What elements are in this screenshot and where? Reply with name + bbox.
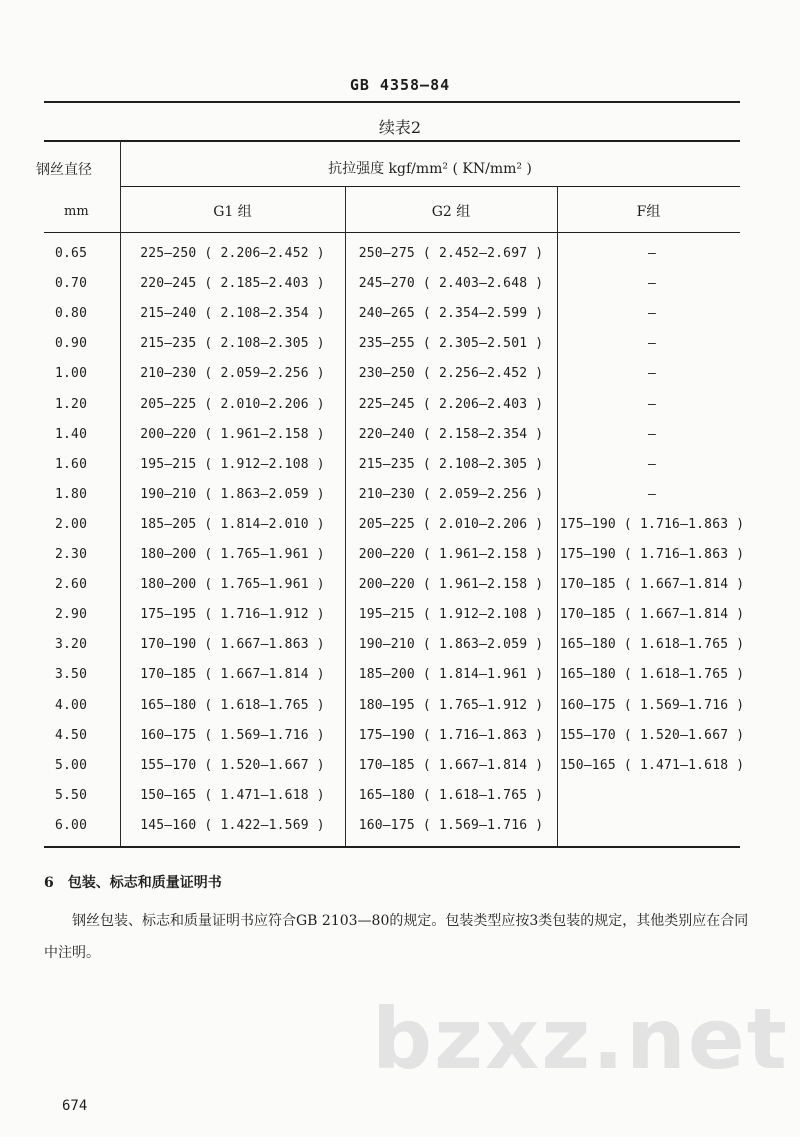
table-cell-f: 170—185 ( 1.667—1.814 ) <box>559 607 745 622</box>
table-cell-g2: 215—235 ( 2.108—2.305 ) <box>358 457 544 472</box>
table-cell-g1: 195—215 ( 1.912—2.108 ) <box>140 457 325 472</box>
table-cell-dia: 1.80 <box>55 487 88 502</box>
header-rule <box>44 101 740 103</box>
table-cell-f: 160—175 ( 1.569—1.716 ) <box>559 698 745 713</box>
table-cell-dia: 1.20 <box>55 397 88 412</box>
table-cell-g2: 165—180 ( 1.618—1.765 ) <box>358 788 544 803</box>
table-cell-g1: 210—230 ( 2.059—2.256 ) <box>140 366 325 381</box>
page-number: 674 <box>62 1098 88 1114</box>
table-cell-dia: 2.60 <box>55 577 88 592</box>
table-cell-g2: 240—265 ( 2.354—2.599 ) <box>358 306 544 321</box>
watermark: bzxz.net <box>372 990 789 1088</box>
table-cell-dia: 4.50 <box>55 728 88 743</box>
table-cell-g2: 190—210 ( 1.863—2.059 ) <box>358 637 544 652</box>
table-cell-g1: 165—180 ( 1.618—1.765 ) <box>140 698 325 713</box>
table-cell-f: 175—190 ( 1.716—1.863 ) <box>559 517 745 532</box>
table-cell-f: — <box>647 427 657 442</box>
table-cell-g1: 220—245 ( 2.185—2.403 ) <box>140 276 325 291</box>
table-cell-g1: 190—210 ( 1.863—2.059 ) <box>140 487 325 502</box>
group-g1-header: G1 组 <box>213 204 252 220</box>
table-cell-g1: 225—250 ( 2.206—2.452 ) <box>140 246 325 261</box>
table-cell-g2: 200—220 ( 1.961—2.158 ) <box>358 577 544 592</box>
table-cell-f: 150—165 ( 1.471—1.618 ) <box>559 758 745 773</box>
table-cell-dia: 0.90 <box>55 336 88 351</box>
table-cell-f: — <box>647 457 657 472</box>
table-cell-g1: 215—235 ( 2.108—2.305 ) <box>140 336 325 351</box>
table-cell-g2: 250—275 ( 2.452—2.697 ) <box>358 246 544 261</box>
table-cell-g1: 160—175 ( 1.569—1.716 ) <box>140 728 325 743</box>
table-cell-f: — <box>647 306 657 321</box>
table-cell-g2: 210—230 ( 2.059—2.256 ) <box>358 487 544 502</box>
table-cell-g2: 170—185 ( 1.667—1.814 ) <box>358 758 544 773</box>
group-f-header: F组 <box>636 204 661 220</box>
tensile-strength-header: 抗拉强度 kgf/mm² ( KN/mm² ) <box>328 161 532 177</box>
table-cell-f: — <box>647 397 657 412</box>
table-cell-g1: 200—220 ( 1.961—2.158 ) <box>140 427 325 442</box>
table-cell-g1: 170—185 ( 1.667—1.814 ) <box>140 667 325 682</box>
table-cell-g2: 205—225 ( 2.010—2.206 ) <box>358 517 544 532</box>
table-cell-dia: 2.00 <box>55 517 88 532</box>
table-cell-dia: 0.65 <box>55 246 88 261</box>
table-cell-f: — <box>647 276 657 291</box>
table-cell-g2: 185—200 ( 1.814—1.961 ) <box>358 667 544 682</box>
table-cell-dia: 3.50 <box>55 667 88 682</box>
table-caption: 续表2 <box>378 118 422 137</box>
table-cell-g1: 180—200 ( 1.765—1.961 ) <box>140 577 325 592</box>
header-bottom-rule <box>44 232 740 233</box>
table-top-rule <box>44 140 740 142</box>
diameter-header: 钢丝直径 <box>36 162 92 178</box>
table-cell-g1: 150—165 ( 1.471—1.618 ) <box>140 788 325 803</box>
table-cell-dia: 1.00 <box>55 366 88 381</box>
table-cell-g1: 205—225 ( 2.010—2.206 ) <box>140 397 325 412</box>
table-cell-f: 165—180 ( 1.618—1.765 ) <box>559 637 745 652</box>
group-header-rule <box>120 186 740 187</box>
table-cell-dia: 5.50 <box>55 788 88 803</box>
table-cell-g2: 225—245 ( 2.206—2.403 ) <box>358 397 544 412</box>
group-g2-header: G2 组 <box>431 204 471 220</box>
table-cell-dia: 5.00 <box>55 758 88 773</box>
table-cell-f: 155—170 ( 1.520—1.667 ) <box>559 728 745 743</box>
table-cell-g2: 160—175 ( 1.569—1.716 ) <box>358 818 544 833</box>
table-cell-dia: 0.70 <box>55 276 88 291</box>
table-cell-f: 165—180 ( 1.618—1.765 ) <box>559 667 745 682</box>
table-cell-g2: 200—220 ( 1.961—2.158 ) <box>358 547 544 562</box>
table-cell-dia: 4.00 <box>55 698 88 713</box>
table-cell-f: — <box>647 246 657 261</box>
table-cell-dia: 3.20 <box>55 637 88 652</box>
table-cell-g1: 145—160 ( 1.422—1.569 ) <box>140 818 325 833</box>
table-cell-dia: 2.30 <box>55 547 88 562</box>
table-cell-g2: 195—215 ( 1.912—2.108 ) <box>358 607 544 622</box>
diameter-unit-header: mm <box>64 204 89 219</box>
table-cell-g2: 175—190 ( 1.716—1.863 ) <box>358 728 544 743</box>
table-cell-dia: 0.80 <box>55 306 88 321</box>
table-cell-dia: 2.90 <box>55 607 88 622</box>
table-cell-g1: 215—240 ( 2.108—2.354 ) <box>140 306 325 321</box>
table-cell-g1: 180—200 ( 1.765—1.961 ) <box>140 547 325 562</box>
table-cell-g1: 175—195 ( 1.716—1.912 ) <box>140 607 325 622</box>
table-cell-g2: 180—195 ( 1.765—1.912 ) <box>358 698 544 713</box>
section-title: 6 包装、标志和质量证明书 <box>44 875 222 891</box>
table-cell-dia: 1.60 <box>55 457 88 472</box>
table-cell-g1: 155—170 ( 1.520—1.667 ) <box>140 758 325 773</box>
table-cell-f: — <box>647 487 657 502</box>
standard-number-header: GB 4358—84 <box>349 76 451 94</box>
table-cell-f: — <box>647 366 657 381</box>
table-cell-g1: 185—205 ( 1.814—2.010 ) <box>140 517 325 532</box>
table-cell-f: — <box>647 336 657 351</box>
table-cell-f: 170—185 ( 1.667—1.814 ) <box>559 577 745 592</box>
table-cell-dia: 1.40 <box>55 427 88 442</box>
table-bottom-rule <box>44 846 740 848</box>
table-cell-dia: 6.00 <box>55 818 88 833</box>
section-paragraph: 钢丝包装、标志和质量证明书应符合GB 2103—80的规定。包装类型应按3类包装的规定，其他类别应在合同中注明。 <box>44 913 749 961</box>
table-cell-g2: 220—240 ( 2.158—2.354 ) <box>358 427 544 442</box>
table-cell-g1: 170—190 ( 1.667—1.863 ) <box>140 637 325 652</box>
table-cell-g2: 235—255 ( 2.305—2.501 ) <box>358 336 544 351</box>
table-cell-f: 175—190 ( 1.716—1.863 ) <box>559 547 745 562</box>
table-cell-g2: 245—270 ( 2.403—2.648 ) <box>358 276 544 291</box>
table-cell-g2: 230—250 ( 2.256—2.452 ) <box>358 366 544 381</box>
